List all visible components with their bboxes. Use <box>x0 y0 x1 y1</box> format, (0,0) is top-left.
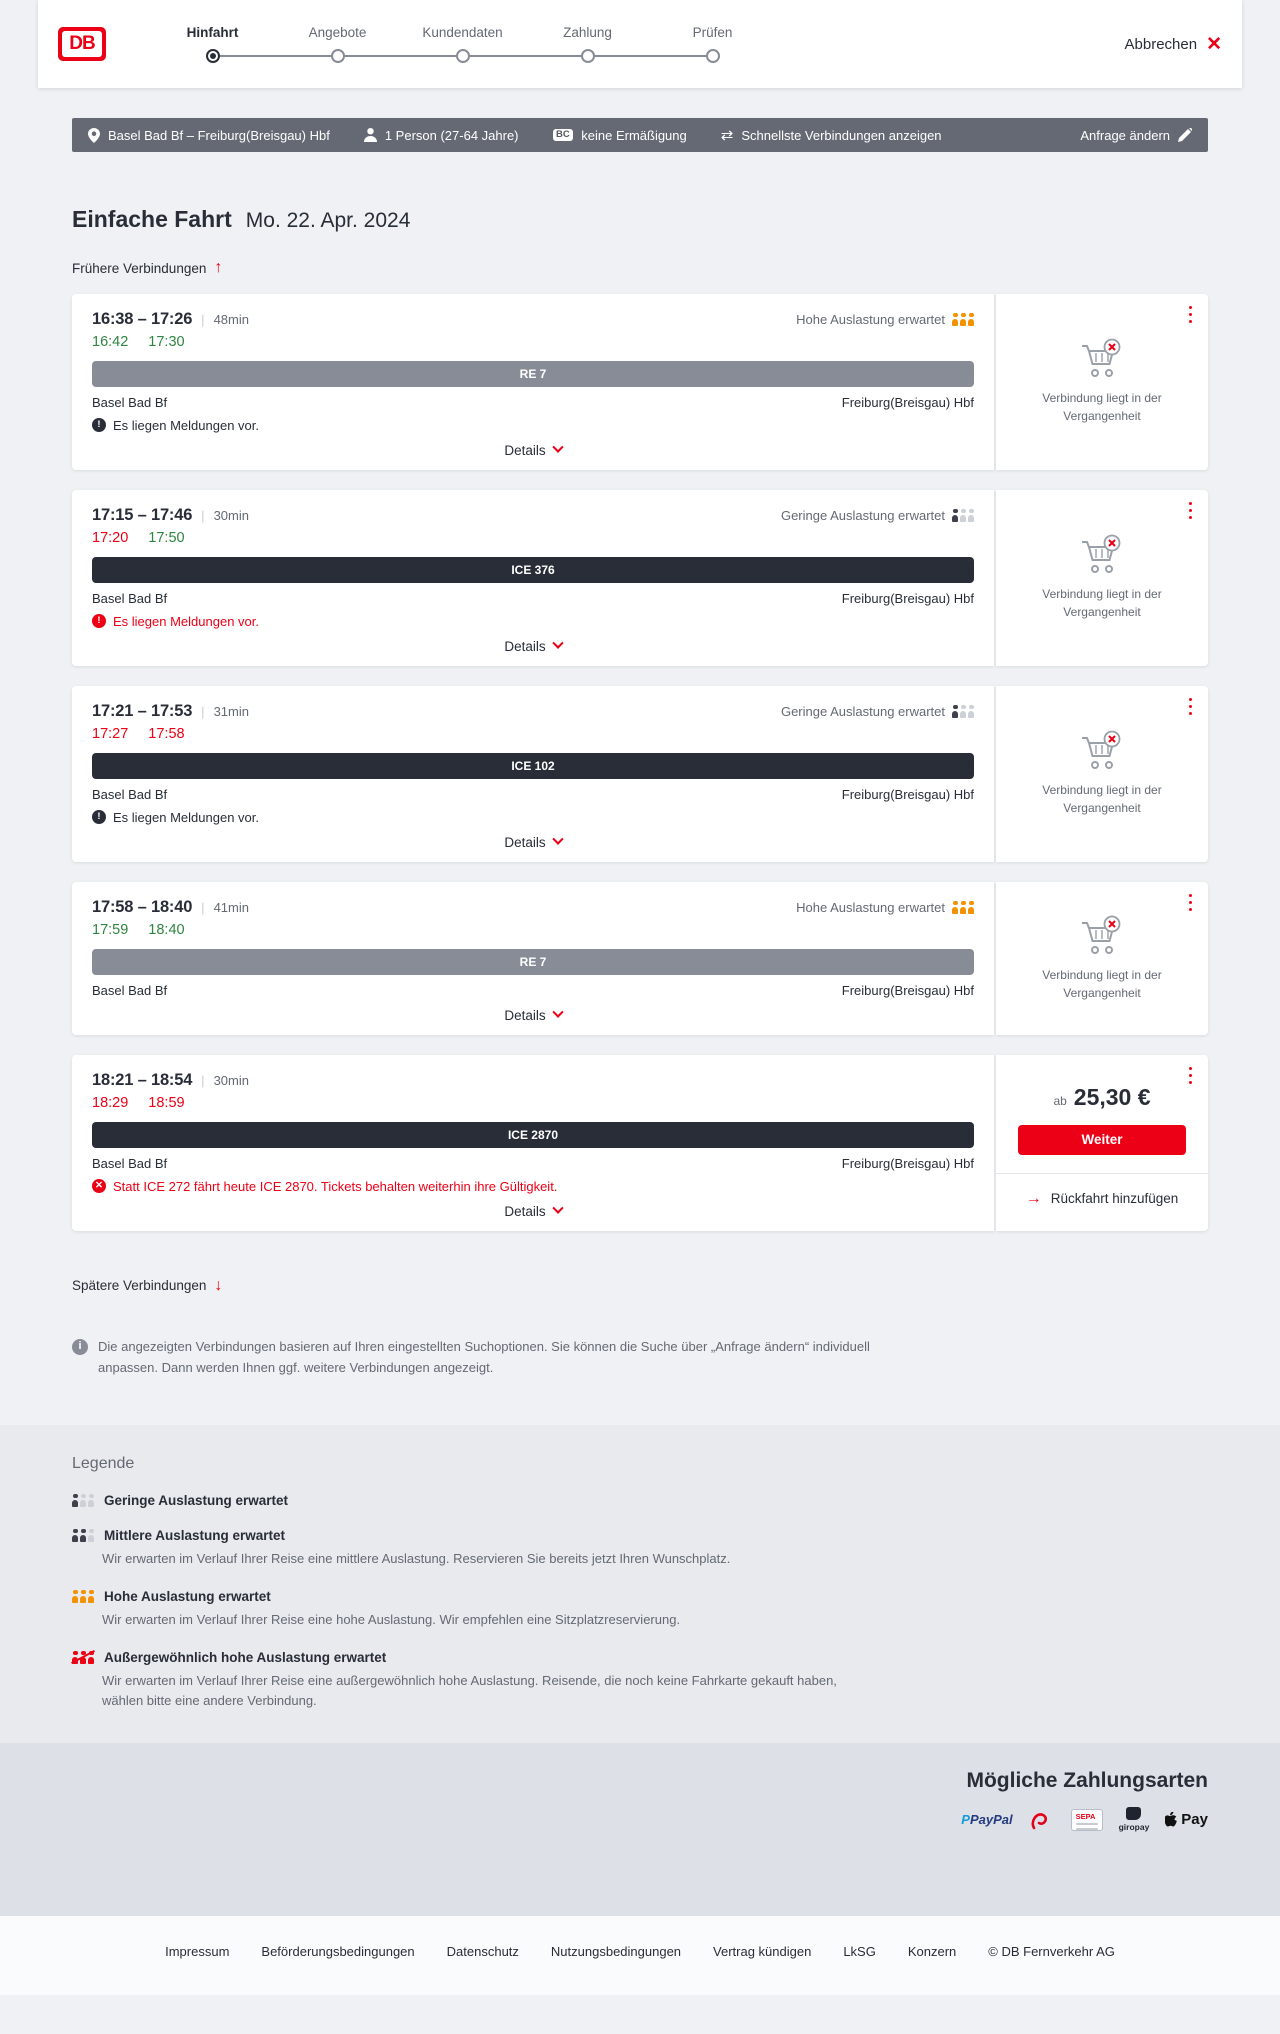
arrow-down-icon: ↓ <box>214 1276 223 1294</box>
apple-pay-icon: Pay <box>1165 1811 1208 1828</box>
continue-button[interactable]: Weiter <box>1018 1125 1186 1155</box>
realtime-times <box>92 726 974 742</box>
route-text: Basel Bad Bf – Freiburg(Breisgau) Hbf <box>108 127 330 143</box>
realtime-depart: 17:27 <box>92 725 129 742</box>
exclamation-circle-icon <box>92 810 106 824</box>
details-toggle[interactable] <box>92 1008 974 1023</box>
connection-main <box>72 490 994 666</box>
footer-link-konzern[interactable]: Konzern <box>907 1944 957 1960</box>
footer-link-lksg[interactable]: LkSG <box>843 1944 876 1960</box>
footer-link-befoerderungsbedingungen[interactable]: Beförderungsbedingungen <box>261 1944 415 1960</box>
realtime-times <box>92 1095 974 1111</box>
separator: | <box>201 703 205 719</box>
occupancy-indicator <box>781 704 974 719</box>
connection-main <box>72 1055 994 1231</box>
step-label: Zahlung <box>563 25 612 40</box>
kebab-menu-button[interactable] <box>1187 892 1195 914</box>
occupancy-indicator <box>781 508 974 523</box>
price-row <box>1053 1084 1150 1111</box>
details-label: Details <box>504 638 546 654</box>
step-zahlung[interactable] <box>525 25 650 63</box>
connection-card <box>72 686 1208 862</box>
origin-station: Basel Bad Bf <box>92 982 168 998</box>
divider <box>996 1173 1208 1174</box>
legend-item <box>72 1650 1208 1711</box>
checkout-stepper <box>150 25 775 63</box>
cart-unavailable-icon <box>1079 534 1125 576</box>
app-header <box>38 0 1242 88</box>
details-toggle[interactable] <box>92 1204 974 1219</box>
occupancy-low-icon <box>72 1494 94 1507</box>
page-footer <box>0 1916 1280 1995</box>
scheduled-times: 18:21 – 18:54 <box>92 1070 193 1089</box>
chevron-down-icon <box>552 442 563 453</box>
step-track <box>400 48 525 63</box>
kebab-menu-button[interactable] <box>1187 304 1195 326</box>
footer-link-nutzungsbedingungen[interactable]: Nutzungsbedingungen <box>550 1944 682 1960</box>
duration: 30min <box>213 507 249 523</box>
step-kundendaten[interactable] <box>400 25 525 63</box>
separator: | <box>201 311 205 327</box>
step-dot <box>456 49 470 63</box>
chevron-down-icon <box>552 638 563 649</box>
legend-description: Wir erwarten im Verlauf Ihrer Reise eine mittlere Auslastung. Reservieren Sie bereits jetzt Ihren Wunschplatz. <box>102 1550 731 1566</box>
occupancy-text: Geringe Auslastung erwartet <box>780 703 945 719</box>
filter-text: Schnellste Verbindungen anzeigen <box>741 127 942 143</box>
realtime-arrive: 17:50 <box>148 529 185 546</box>
legend-title: Legende <box>72 1454 135 1472</box>
train-bar: RE 7 <box>92 361 974 387</box>
apple-logo-icon <box>1165 1812 1178 1827</box>
connection-main <box>72 294 994 470</box>
origin-station: Basel Bad Bf <box>92 786 168 802</box>
details-toggle[interactable] <box>92 443 974 458</box>
travel-date: Mo. 22. Apr. 2024 <box>245 209 411 232</box>
footer-link-datenschutz[interactable]: Datenschutz <box>446 1944 519 1960</box>
origin-station: Basel Bad Bf <box>92 394 168 410</box>
step-dot <box>331 49 345 63</box>
train-bar: ICE 376 <box>92 557 974 583</box>
scheduled-times: 17:15 – 17:46 <box>92 505 193 524</box>
message-text: Es liegen Meldungen vor. <box>113 809 259 825</box>
chevron-down-icon <box>552 1007 563 1018</box>
connection-card <box>72 882 1208 1035</box>
connection-card <box>72 294 1208 470</box>
kebab-menu-button[interactable] <box>1187 1065 1195 1087</box>
scheduled-times: 17:58 – 18:40 <box>92 897 193 916</box>
location-pin-icon <box>88 128 100 143</box>
past-connection-note: Verbindung liegt in der Vergangenheit <box>1042 391 1162 423</box>
scheduled-times: 16:38 – 17:26 <box>92 309 193 328</box>
step-dot <box>581 49 595 63</box>
connection-side-panel <box>996 882 1208 1035</box>
kebab-menu-button[interactable] <box>1187 696 1195 718</box>
page-title: Einfache Fahrt <box>72 206 232 232</box>
step-label: Prüfen <box>692 25 733 40</box>
db-logo-text: DB <box>62 31 102 57</box>
step-track <box>650 48 775 63</box>
message-text: Es liegen Meldungen vor. <box>113 613 259 629</box>
occupancy-text: Hohe Auslastung erwartet <box>796 311 945 327</box>
add-return-label: Rückfahrt hinzufügen <box>1050 1191 1179 1206</box>
connection-main <box>72 882 994 1035</box>
connection-card <box>72 490 1208 666</box>
legend-label: Geringe Auslastung erwartet <box>104 1492 289 1508</box>
price-value: 25,30 € <box>1073 1083 1151 1110</box>
destination-station: Freiburg(Breisgau) Hbf <box>841 1155 974 1171</box>
duration: 48min <box>213 311 249 327</box>
payment-section <box>0 1743 1280 1916</box>
step-label: Hinfahrt <box>186 25 239 40</box>
payment-title: Mögliche Zahlungsarten <box>966 1769 1208 1793</box>
realtime-times <box>92 530 974 546</box>
occupancy-text: Geringe Auslastung erwartet <box>780 507 945 523</box>
origin-station: Basel Bad Bf <box>92 590 168 606</box>
step-angebote[interactable] <box>275 25 400 63</box>
price-prefix: ab <box>1053 1093 1067 1108</box>
swap-arrows-icon: ⇄ <box>720 126 734 144</box>
cancel-circle-icon <box>92 1179 106 1193</box>
destination-station: Freiburg(Breisgau) Hbf <box>841 394 974 410</box>
legend-label: Außergewöhnlich hohe Auslastung erwartet <box>104 1649 387 1665</box>
edit-request-label: Anfrage ändern <box>1080 127 1170 143</box>
bahncard-icon: BC <box>553 129 574 142</box>
arrow-up-icon: ↑ <box>214 259 223 276</box>
pencil-icon <box>1178 128 1192 142</box>
connection-card <box>72 1055 1208 1231</box>
connection-list <box>72 294 1208 1231</box>
message-row <box>92 1179 974 1194</box>
credit-card-icon <box>1029 1808 1055 1832</box>
legend-description: Wir erwarten im Verlauf Ihrer Reise eine außergewöhnlich hohe Auslastung. Reisende, die noch keine Fahrkarte gekauft haben, wählen bitte eine andere Verbindung. <box>102 1672 837 1709</box>
passenger-text: 1 Person (27-64 Jahre) <box>384 127 519 143</box>
occupancy-indicator <box>796 900 974 915</box>
destination-station: Freiburg(Breisgau) Hbf <box>841 590 974 606</box>
train-bar: ICE 102 <box>92 753 974 779</box>
details-label: Details <box>504 442 546 458</box>
occupancy-text: Hohe Auslastung erwartet <box>796 899 945 915</box>
step-label: Kundendaten <box>422 25 503 40</box>
message-row <box>92 418 974 433</box>
search-options-note-text: Die angezeigten Verbindungen basieren auf Ihren eingestellten Suchoptionen. Sie können die Suche über „Anfrage ändern“ individuell anpassen. Dann werden Ihnen ggf. weitere Verbindungen angezeigt. <box>98 1339 870 1375</box>
db-logo <box>58 27 106 61</box>
message-row <box>92 614 974 629</box>
realtime-depart: 17:59 <box>92 921 129 938</box>
legend-item <box>72 1589 1208 1630</box>
earlier-connections-link[interactable] <box>72 259 222 277</box>
search-options-note <box>72 1337 882 1379</box>
discount-chip <box>553 128 687 143</box>
realtime-arrive: 17:30 <box>148 333 185 350</box>
details-toggle[interactable] <box>92 835 974 850</box>
cancel-button[interactable] <box>1125 35 1222 54</box>
footer-link-vertrag-kuendigen[interactable]: Vertrag kündigen <box>713 1944 812 1960</box>
add-return-link[interactable] <box>1026 1190 1179 1208</box>
scheduled-times: 17:21 – 17:53 <box>92 701 193 720</box>
copyright: © DB Fernverkehr AG <box>988 1944 1115 1960</box>
train-bar: RE 7 <box>92 949 974 975</box>
occupancy-high-icon <box>72 1590 94 1603</box>
message-text: Es liegen Meldungen vor. <box>113 417 259 433</box>
edit-request-button[interactable] <box>1080 128 1192 143</box>
cart-unavailable-icon <box>1079 338 1125 380</box>
later-connections-label: Spätere Verbindungen <box>72 1278 207 1293</box>
origin-station: Basel Bad Bf <box>92 1155 168 1171</box>
realtime-arrive: 18:40 <box>148 921 185 938</box>
search-summary-bar <box>72 118 1208 152</box>
footer-links <box>0 1944 1280 1959</box>
occupancy-medium-icon <box>72 1529 94 1542</box>
step-pruefen[interactable] <box>650 25 775 63</box>
realtime-times <box>92 922 974 938</box>
exclamation-circle-icon <box>92 418 106 432</box>
exclamation-circle-icon <box>92 614 106 628</box>
step-dot <box>706 49 720 63</box>
step-track <box>525 48 650 63</box>
occupancy-persons-icon <box>952 901 974 914</box>
details-label: Details <box>504 834 546 850</box>
giropay-icon: giropay <box>1119 1807 1150 1832</box>
past-connection-note: Verbindung liegt in der Vergangenheit <box>1042 967 1162 1000</box>
step-label: Angebote <box>308 25 367 40</box>
realtime-arrive: 18:59 <box>148 1094 185 1111</box>
later-connections-link[interactable] <box>72 1277 222 1295</box>
message-row <box>92 810 974 825</box>
occupancy-indicator <box>796 312 974 327</box>
realtime-depart: 16:42 <box>92 333 129 350</box>
message-text: Statt ICE 272 fährt heute ICE 2870. Tickets behalten weiterhin ihre Gültigkeit. <box>113 1178 558 1194</box>
earlier-connections-label: Frühere Verbindungen <box>72 260 207 276</box>
passenger-chip <box>364 128 519 143</box>
step-dot-active <box>206 49 220 63</box>
details-label: Details <box>504 1007 546 1023</box>
connection-side-panel <box>996 294 1208 470</box>
step-track <box>150 48 275 63</box>
kebab-menu-button[interactable] <box>1187 500 1195 522</box>
route-chip <box>88 128 330 143</box>
details-label: Details <box>504 1203 546 1219</box>
realtime-times <box>92 334 974 350</box>
duration: 30min <box>213 1072 249 1088</box>
train-bar: ICE 2870 <box>92 1122 974 1148</box>
separator: | <box>201 507 205 523</box>
person-icon <box>364 128 377 142</box>
legend-description: Wir erwarten im Verlauf Ihrer Reise eine hohe Auslastung. Wir empfehlen eine Sitzplatzreservierung. <box>102 1611 681 1627</box>
cart-unavailable-icon <box>1079 730 1125 772</box>
occupancy-persons-icon <box>952 509 974 522</box>
info-icon: i <box>72 1339 88 1355</box>
legend-label: Hohe Auslastung erwartet <box>104 1588 271 1604</box>
separator: | <box>201 899 205 915</box>
payment-methods <box>72 1807 1208 1832</box>
step-hinfahrt[interactable] <box>150 25 275 63</box>
occupancy-persons-icon <box>952 313 974 326</box>
details-toggle[interactable] <box>92 639 974 654</box>
legend-label: Mittlere Auslastung erwartet <box>104 1527 286 1543</box>
close-icon: ✕ <box>1206 33 1222 55</box>
connection-side-panel <box>996 490 1208 666</box>
arrow-right-icon: → <box>1025 1189 1042 1207</box>
legend-section <box>0 1425 1280 1744</box>
separator: | <box>201 1072 205 1088</box>
realtime-arrive: 17:58 <box>148 725 185 742</box>
duration: 41min <box>213 899 249 915</box>
footer-link-impressum[interactable]: Impressum <box>165 1944 230 1960</box>
chevron-down-icon <box>552 1203 563 1214</box>
connection-side-panel <box>996 686 1208 862</box>
destination-station: Freiburg(Breisgau) Hbf <box>841 786 974 802</box>
sepa-lastschrift-icon: SEPA <box>1071 1809 1103 1831</box>
past-connection-note: Verbindung liegt in der Vergangenheit <box>1042 587 1162 619</box>
cart-unavailable-icon <box>1079 915 1125 957</box>
legend-item <box>72 1528 1208 1569</box>
price-side-panel <box>996 1055 1208 1231</box>
discount-text: keine Ermäßigung <box>581 127 687 143</box>
realtime-depart: 17:20 <box>92 529 129 546</box>
legend-item <box>72 1493 1208 1508</box>
cancel-label: Abbrechen <box>1124 35 1198 53</box>
connection-main <box>72 686 994 862</box>
destination-station: Freiburg(Breisgau) Hbf <box>841 982 974 998</box>
occupancy-extreme-icon <box>72 1651 94 1664</box>
chevron-down-icon <box>552 834 563 845</box>
paypal-icon: P PayPal <box>961 1812 1013 1828</box>
realtime-depart: 18:29 <box>92 1094 129 1111</box>
step-track <box>275 48 400 63</box>
duration: 31min <box>213 703 249 719</box>
past-connection-note: Verbindung liegt in der Vergangenheit <box>1042 783 1162 815</box>
fastest-connections-toggle[interactable] <box>721 128 942 143</box>
page-title-row <box>72 206 1208 233</box>
occupancy-persons-icon <box>952 705 974 718</box>
